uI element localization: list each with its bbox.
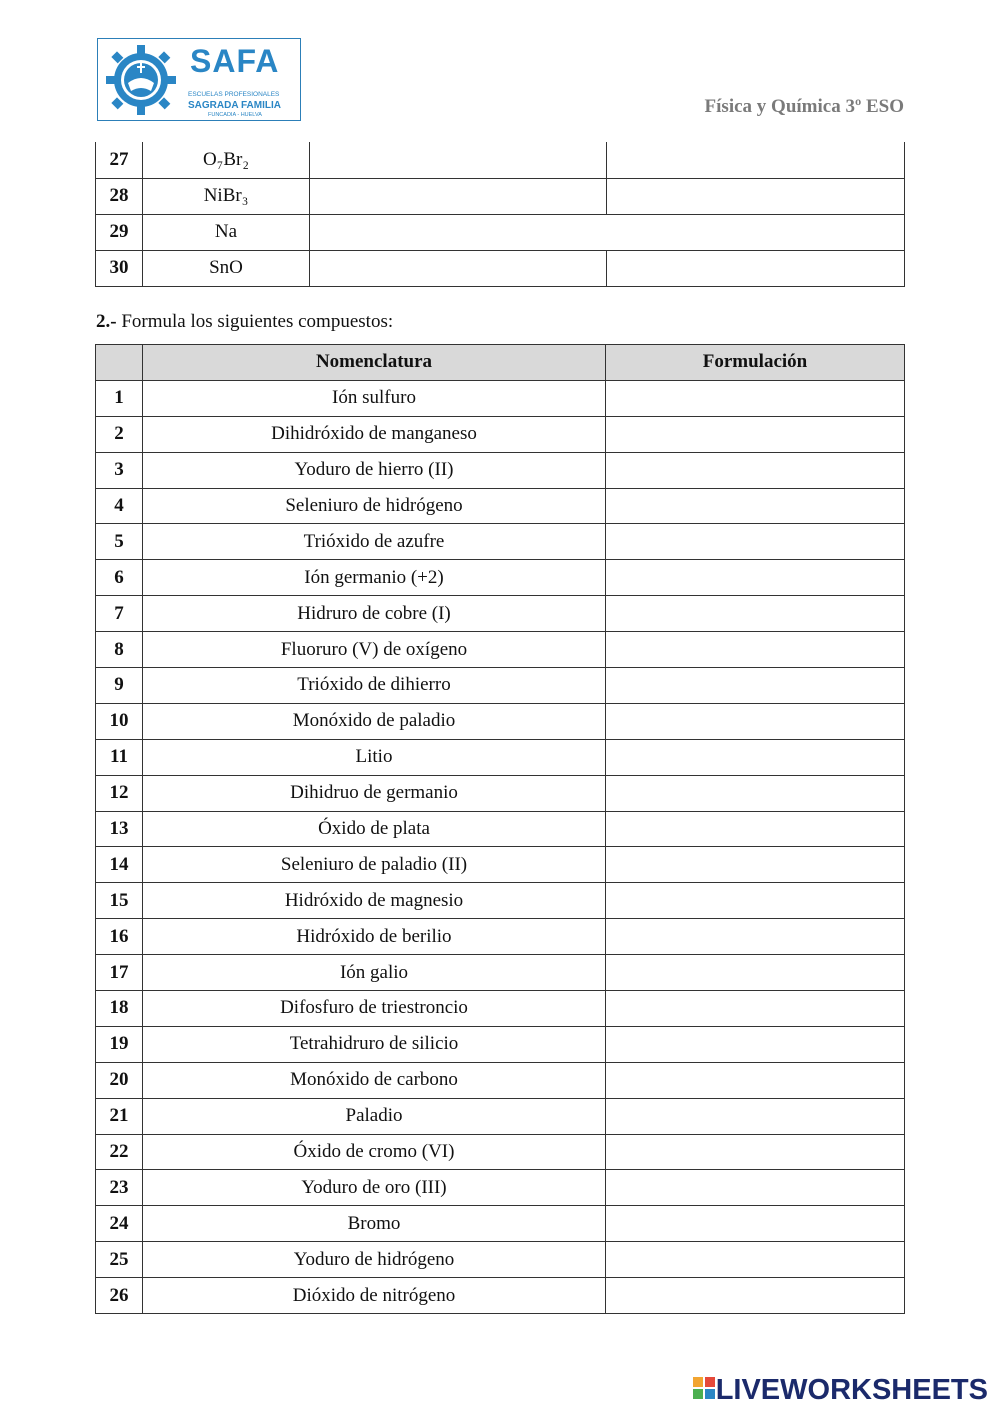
compound-name: Ión germanio (+2) xyxy=(143,560,606,596)
compound-name: Monóxido de carbono xyxy=(143,1062,606,1098)
table-row xyxy=(96,560,905,596)
row-number: 22 xyxy=(96,1134,143,1170)
table-row xyxy=(96,1098,905,1134)
row-number: 19 xyxy=(96,1026,143,1062)
row-number: 26 xyxy=(96,1278,143,1314)
gear-emblem-icon xyxy=(103,43,183,117)
formula-answer-cell[interactable] xyxy=(606,1170,905,1206)
compound-name: Yoduro de oro (III) xyxy=(143,1170,606,1206)
compound-name: Óxido de cromo (VI) xyxy=(143,1134,606,1170)
liveworksheets-logo-icon xyxy=(693,1377,715,1399)
answer-cell-merged[interactable] xyxy=(310,214,905,250)
table-row xyxy=(96,380,905,416)
compound-name: Tetrahidruro de silicio xyxy=(143,1026,606,1062)
row-number: 3 xyxy=(96,452,143,488)
formula-answer-cell[interactable] xyxy=(606,1026,905,1062)
formula-answer-cell[interactable] xyxy=(606,668,905,704)
compound-name: Dióxido de nitrógeno xyxy=(143,1278,606,1314)
table-row xyxy=(96,1062,905,1098)
table-row xyxy=(96,991,905,1027)
formula-answer-cell[interactable] xyxy=(606,1098,905,1134)
table-row xyxy=(96,811,905,847)
formula-answer-cell[interactable] xyxy=(606,1278,905,1314)
row-number: 11 xyxy=(96,739,143,775)
table-row xyxy=(96,739,905,775)
formula-answer-cell[interactable] xyxy=(606,739,905,775)
compound-name: Fluoruro (V) de oxígeno xyxy=(143,632,606,668)
table-row xyxy=(96,488,905,524)
compound-name: Hidróxido de magnesio xyxy=(143,883,606,919)
row-number: 1 xyxy=(96,380,143,416)
row-number: 18 xyxy=(96,991,143,1027)
table-row xyxy=(96,1170,905,1206)
compound-name: Difosfuro de triestroncio xyxy=(143,991,606,1027)
answer-cell[interactable] xyxy=(607,178,905,214)
row-number: 20 xyxy=(96,1062,143,1098)
answer-cell[interactable] xyxy=(607,142,905,178)
subject-title: Física y Química 3º ESO xyxy=(704,96,904,117)
formula-answer-cell[interactable] xyxy=(606,847,905,883)
table-row xyxy=(96,142,905,178)
formula-answer-cell[interactable] xyxy=(606,1062,905,1098)
logo-title: SAFA xyxy=(190,43,280,79)
row-number: 24 xyxy=(96,1206,143,1242)
compound-name: Óxido de plata xyxy=(143,811,606,847)
school-logo xyxy=(97,38,301,121)
formula-answer-cell[interactable] xyxy=(606,991,905,1027)
table-row xyxy=(96,178,905,214)
formulation-table xyxy=(95,344,905,1314)
table-row xyxy=(96,847,905,883)
header-formulacion: Formulación xyxy=(606,345,905,381)
table-row xyxy=(96,596,905,632)
table-continued xyxy=(95,142,905,287)
formula-answer-cell[interactable] xyxy=(606,703,905,739)
compound-name: Seleniuro de paladio (II) xyxy=(143,847,606,883)
table-row xyxy=(96,703,905,739)
formula-answer-cell[interactable] xyxy=(606,524,905,560)
row-number: 13 xyxy=(96,811,143,847)
logo-subtitle-1: ESCUELAS PROFESIONALES xyxy=(188,91,280,98)
row-number: 6 xyxy=(96,560,143,596)
table-row xyxy=(96,1026,905,1062)
table-row xyxy=(96,883,905,919)
formula-cell: Na xyxy=(143,214,310,250)
formula-answer-cell[interactable] xyxy=(606,1206,905,1242)
row-number: 10 xyxy=(96,703,143,739)
answer-cell[interactable] xyxy=(310,250,607,286)
formula-answer-cell[interactable] xyxy=(606,452,905,488)
formula-cell: O₇Br₂ xyxy=(143,142,310,178)
table-row xyxy=(96,632,905,668)
formula-answer-cell[interactable] xyxy=(606,596,905,632)
compound-name: Hidróxido de berilio xyxy=(143,919,606,955)
formula-answer-cell[interactable] xyxy=(606,775,905,811)
formula-answer-cell[interactable] xyxy=(606,811,905,847)
table-row xyxy=(96,524,905,560)
compound-name: Yoduro de hierro (II) xyxy=(143,452,606,488)
compound-name: Seleniuro de hidrógeno xyxy=(143,488,606,524)
table-row xyxy=(96,775,905,811)
formula-answer-cell[interactable] xyxy=(606,955,905,991)
table-header-row xyxy=(96,345,905,381)
table-row xyxy=(96,416,905,452)
row-number: 4 xyxy=(96,488,143,524)
logo-subtitle-2: SAGRADA FAMILIA xyxy=(188,100,281,111)
compound-name: Trióxido de dihierro xyxy=(143,668,606,704)
formula-answer-cell[interactable] xyxy=(606,380,905,416)
compound-name: Ión sulfuro xyxy=(143,380,606,416)
row-number: 29 xyxy=(96,214,143,250)
row-number: 14 xyxy=(96,847,143,883)
formula-answer-cell[interactable] xyxy=(606,416,905,452)
table-row xyxy=(96,668,905,704)
section-2-heading xyxy=(96,311,393,333)
row-number: 25 xyxy=(96,1242,143,1278)
row-number: 23 xyxy=(96,1170,143,1206)
row-number: 30 xyxy=(96,250,143,286)
table-row xyxy=(96,919,905,955)
table-row xyxy=(96,1278,905,1314)
compound-name: Ión galio xyxy=(143,955,606,991)
row-number: 7 xyxy=(96,596,143,632)
compound-name: Paladio xyxy=(143,1098,606,1134)
section-number: 2.- xyxy=(96,311,117,332)
row-number: 28 xyxy=(96,178,143,214)
compound-name: Hidruro de cobre (I) xyxy=(143,596,606,632)
row-number: 15 xyxy=(96,883,143,919)
compound-name: Dihidruo de germanio xyxy=(143,775,606,811)
header-nomenclatura: Nomenclatura xyxy=(143,345,606,381)
formula-answer-cell[interactable] xyxy=(606,1242,905,1278)
row-number: 16 xyxy=(96,919,143,955)
answer-cell[interactable] xyxy=(310,142,607,178)
formula-cell: NiBr₃ xyxy=(143,178,310,214)
table-row xyxy=(96,1242,905,1278)
table-row xyxy=(96,452,905,488)
row-number: 17 xyxy=(96,955,143,991)
logo-subtitle-3: FUNCADIA - HUELVA xyxy=(208,112,262,118)
compound-name: Monóxido de paladio xyxy=(143,703,606,739)
row-number: 2 xyxy=(96,416,143,452)
formula-answer-cell[interactable] xyxy=(606,883,905,919)
row-number: 5 xyxy=(96,524,143,560)
formula-answer-cell[interactable] xyxy=(606,488,905,524)
row-number: 9 xyxy=(96,668,143,704)
table-row xyxy=(96,1206,905,1242)
row-number: 27 xyxy=(96,142,143,178)
answer-cell[interactable] xyxy=(607,250,905,286)
compound-name: Litio xyxy=(143,739,606,775)
formula-answer-cell[interactable] xyxy=(606,632,905,668)
header-blank xyxy=(96,345,143,381)
row-number: 12 xyxy=(96,775,143,811)
formula-cell: SnO xyxy=(143,250,310,286)
compound-name: Bromo xyxy=(143,1206,606,1242)
table-row xyxy=(96,214,905,250)
row-number: 21 xyxy=(96,1098,143,1134)
section-instruction: Formula los siguientes compuestos: xyxy=(121,311,394,332)
compound-name: Dihidróxido de manganeso xyxy=(143,416,606,452)
compound-name: Trióxido de azufre xyxy=(143,524,606,560)
formula-answer-cell[interactable] xyxy=(606,919,905,955)
compound-name: Yoduro de hidrógeno xyxy=(143,1242,606,1278)
table-row xyxy=(96,250,905,286)
answer-cell[interactable] xyxy=(310,178,607,214)
row-number: 8 xyxy=(96,632,143,668)
formula-answer-cell[interactable] xyxy=(606,560,905,596)
table-row xyxy=(96,955,905,991)
formula-answer-cell[interactable] xyxy=(606,1134,905,1170)
liveworksheets-brand: LIVEWORKSHEETS xyxy=(715,1374,988,1406)
table-row xyxy=(96,1134,905,1170)
